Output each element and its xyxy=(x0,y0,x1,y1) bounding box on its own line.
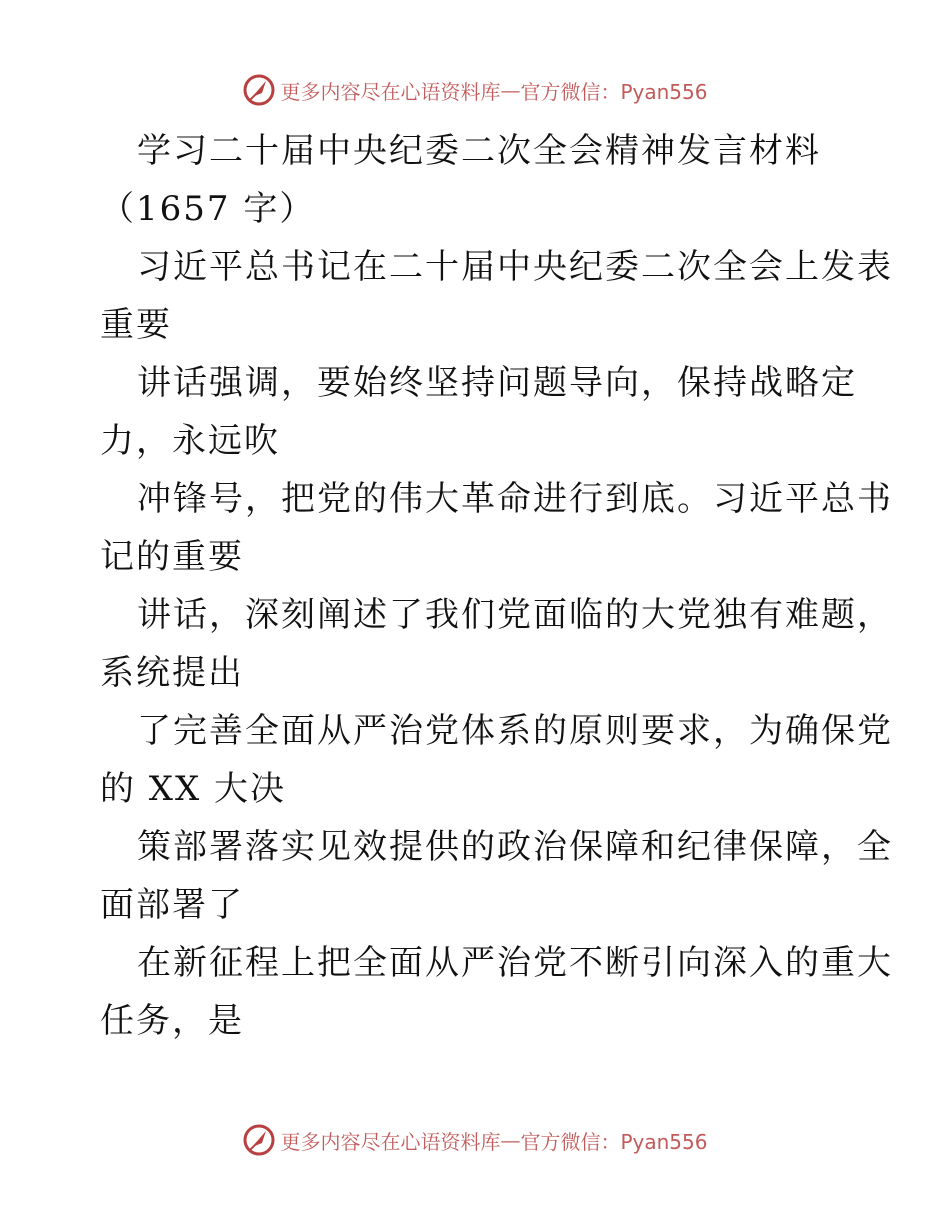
quill-logo-icon xyxy=(242,73,276,107)
text-line: 力，永远吹 xyxy=(100,421,280,461)
watermark-wechat: 官方微信：Pyan556 xyxy=(520,79,708,104)
quill-logo-icon xyxy=(242,1123,276,1157)
text-line: 讲话强调，要始终坚持问题导向，保持战略定 xyxy=(137,363,857,403)
text-line: 记的重要 xyxy=(100,537,244,577)
text-line: 冲锋号，把党的伟大革命进行到底。习近平总书 xyxy=(137,479,893,519)
document-body xyxy=(100,122,893,1050)
text-line: 面部署了 xyxy=(100,885,244,925)
text-line: 讲话，深刻阐述了我们党面临的大党独有难题， xyxy=(137,595,893,635)
watermark-text: 更多内容尽在心语资料库 xyxy=(280,79,501,104)
footer-watermark xyxy=(0,1120,950,1160)
watermark-text: 更多内容尽在心语资料库 xyxy=(280,1129,501,1154)
watermark-separator: — xyxy=(500,78,521,102)
text-line: 系统提出 xyxy=(100,653,244,693)
watermark-separator: — xyxy=(500,1128,521,1152)
text-line: 在新征程上把全面从严治党不断引向深入的重大 xyxy=(137,943,893,983)
text-line: 学习二十届中央纪委二次全会精神发言材料 xyxy=(137,131,821,171)
text-line: 了完善全面从严治党体系的原则要求，为确保党 xyxy=(137,711,893,751)
text-line: 习近平总书记在二十届中央纪委二次全会上发表 xyxy=(137,247,893,287)
text-line: （1657 字） xyxy=(100,189,316,229)
text-line: 重要 xyxy=(100,305,172,345)
header-watermark xyxy=(0,70,950,110)
text-line: 任务，是 xyxy=(100,1001,244,1041)
text-line: 的 XX 大决 xyxy=(100,769,287,809)
text-line: 策部署落实见效提供的政治保障和纪律保障，全 xyxy=(137,827,893,867)
watermark-wechat: 官方微信：Pyan556 xyxy=(520,1129,708,1154)
